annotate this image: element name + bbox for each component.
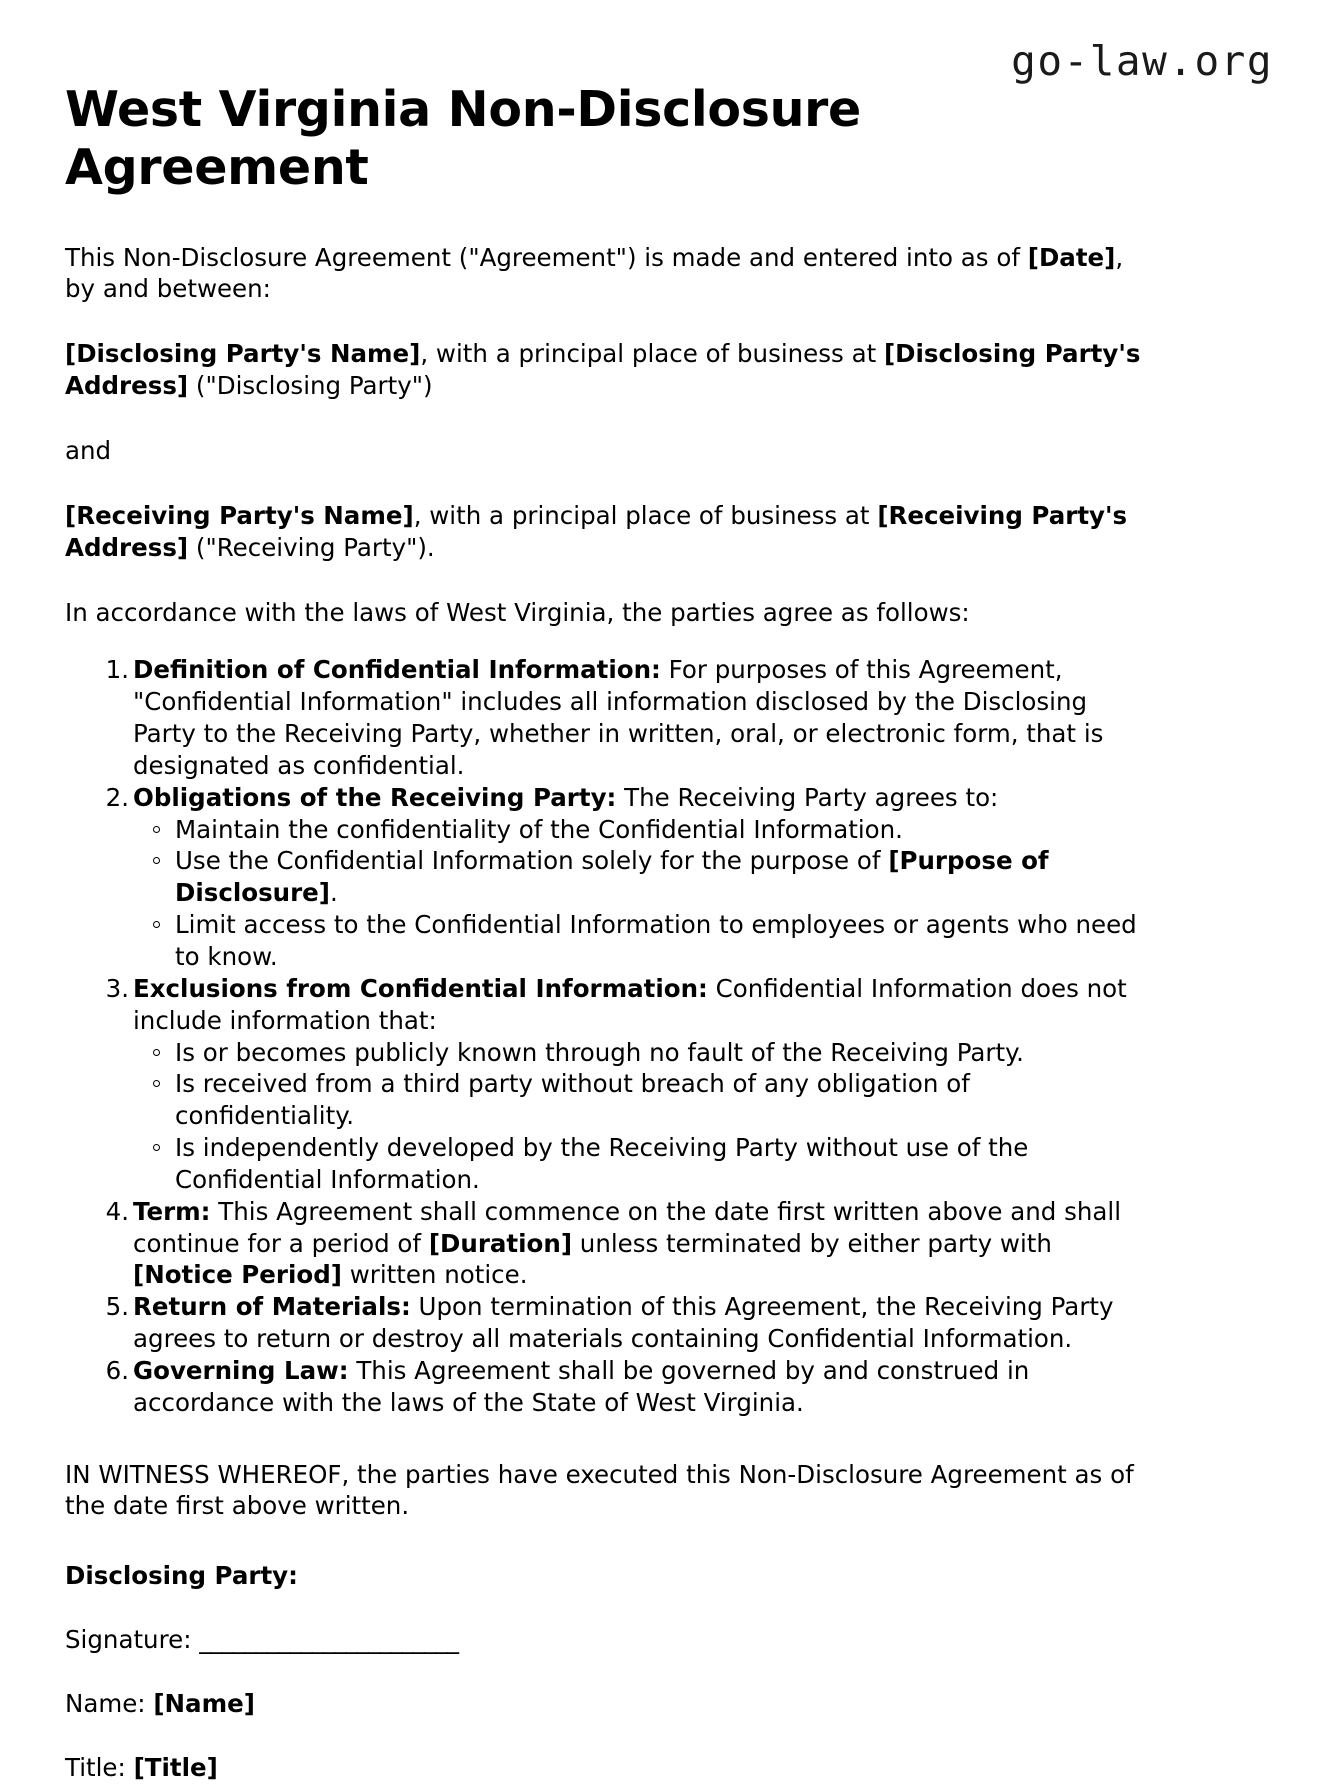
list-item xyxy=(133,814,1153,846)
list-item xyxy=(133,909,1153,973)
document-body xyxy=(65,0,1153,1784)
site-watermark: go-law.org xyxy=(1011,37,1273,85)
clause-heading-definition: Definition of Confidential Information: xyxy=(133,655,661,685)
clause-item-exclusions xyxy=(65,973,1153,1196)
page-title: West Virginia Non-Disclosure Agreement xyxy=(65,81,861,196)
clause-item-definition xyxy=(65,654,1153,781)
purpose-of-disclosure-placeholder: [Purpose of Disclosure] xyxy=(175,846,1049,908)
clause-heading-exclusions: Exclusions from Confidential Information: xyxy=(133,973,708,1003)
sub-text-a: Limit access to the Confidential Information to employees or agents who need to know. xyxy=(175,910,1137,971)
clause-item-return-of-materials xyxy=(65,1291,1153,1355)
signature-label: Signature: xyxy=(65,1625,200,1655)
disclosing-party-signature-heading: Disclosing Party: xyxy=(65,1561,298,1591)
clause-item-governing-law xyxy=(65,1355,1153,1419)
clause-body-obligations: The Receiving Party agrees to: xyxy=(616,782,999,812)
clause-item-term xyxy=(65,1196,1153,1292)
list-item xyxy=(133,1068,1153,1132)
signature-rule[interactable]: _______________________ xyxy=(199,1625,458,1655)
receiving-party-paragraph xyxy=(65,467,1153,564)
term-text-a: This Agreement shall commence on the date first written above and shall continue for a period of xyxy=(133,1196,1122,1258)
list-item xyxy=(133,1037,1153,1069)
list-item xyxy=(133,1132,1153,1196)
clause-heading-term: Term: xyxy=(133,1196,211,1226)
date-placeholder: [Date] xyxy=(1027,242,1116,272)
notice-period-placeholder: [Notice Period] xyxy=(133,1260,342,1290)
clause-heading-governing-law: Governing Law: xyxy=(133,1355,349,1385)
receiving-party-text-b: , with a principal place of business at xyxy=(413,500,878,530)
disclosing-party-name-placeholder: [Disclosing Party's Name] xyxy=(65,339,421,369)
term-text-c: unless terminated by either party with xyxy=(572,1228,1052,1258)
disclosing-party-text-b: , with a principal place of business at xyxy=(420,339,884,369)
receiving-party-text-d: ("Receiving Party"). xyxy=(188,532,435,562)
signature-line xyxy=(65,1592,1153,1656)
obligations-sublist xyxy=(133,814,1153,973)
clauses-list xyxy=(65,628,1153,1418)
receiving-party-name-placeholder: [Receiving Party's Name] xyxy=(65,500,414,530)
conjunction-and: and xyxy=(65,436,112,465)
disclosing-party-paragraph xyxy=(65,305,1153,402)
name-placeholder: [Name] xyxy=(153,1689,255,1718)
clause-body-governing-law: This Agreement shall be governed by and construed in accordance with the laws of the State of West Virginia. xyxy=(133,1355,1030,1417)
witness-paragraph: IN WITNESS WHEREOF, the parties have executed this Non-Disclosure Agreement as of the date first above written. xyxy=(65,1459,1134,1521)
title-placeholder: [Title] xyxy=(133,1752,218,1782)
sub-text-a: Is received from a third party without breach of any obligation of confidentiality. xyxy=(175,1069,970,1131)
clause-heading-return-of-materials: Return of Materials: xyxy=(133,1292,411,1322)
sub-text-a: Is independently developed by the Receiving Party without use of the Confidential Information. xyxy=(175,1133,1029,1194)
intro-p1-text-c: , by and between: xyxy=(65,242,1124,304)
clause-body-return-of-materials: Upon termination of this Agreement, the Receiving Party agrees to return or destroy all materials containing Confidential Information. xyxy=(133,1292,1114,1354)
name-label: Name: xyxy=(65,1689,154,1718)
disclosing-party-address-placeholder: [Disclosing Party's Address] xyxy=(65,339,1141,401)
disclosing-party-text-d: ("Disclosing Party") xyxy=(188,371,433,401)
name-line xyxy=(65,1656,1153,1720)
title-label: Title: xyxy=(65,1752,134,1782)
governing-law-intro: In accordance with the laws of West Virginia, the parties agree as follows: xyxy=(65,597,970,627)
sub-text-a: Maintain the confidentiality of the Confidential Information. xyxy=(175,814,903,844)
clause-item-obligations xyxy=(65,782,1153,973)
term-text-e: written notice. xyxy=(341,1260,528,1290)
clause-heading-obligations: Obligations of the Receiving Party: xyxy=(133,782,617,812)
sub-text-c: . xyxy=(330,878,338,908)
exclusions-sublist xyxy=(133,1037,1153,1196)
clause-body-definition: For purposes of this Agreement, "Confidential Information" includes all information disclosed by the Disclosing Party to the Receiving Party, whether in written, oral, or electronic form, that is designated as confidential. xyxy=(133,655,1104,780)
receiving-party-address-placeholder: [Receiving Party's Address] xyxy=(65,500,1128,562)
duration-placeholder: [Duration] xyxy=(428,1228,573,1258)
list-item xyxy=(133,845,1153,909)
sub-text-a: Use the Confidential Information solely for the purpose of xyxy=(175,846,889,876)
sub-text-a: Is or becomes publicly known through no fault of the Receiving Party. xyxy=(175,1037,1024,1067)
intro-paragraph-1 xyxy=(65,197,1153,306)
clause-body-exclusions: Confidential Information does not include information that: xyxy=(133,973,1127,1035)
title-line xyxy=(65,1720,1153,1784)
intro-p1-text-a: This Non-Disclosure Agreement ("Agreement") is made and entered into as of xyxy=(65,242,1028,272)
